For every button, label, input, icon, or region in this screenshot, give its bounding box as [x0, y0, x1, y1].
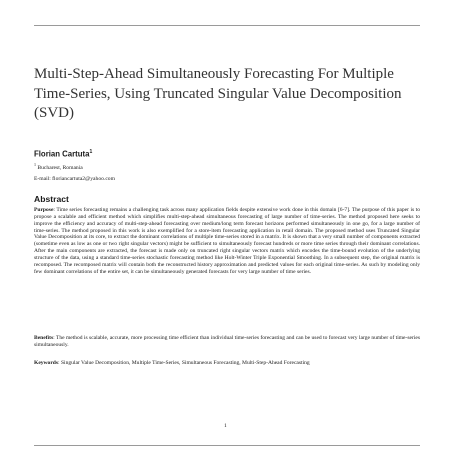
affiliation [34, 162, 83, 171]
benefits-text: : The method is scalable, accurate, more processing time efficient than individual time-series forecasting and can be used to forecast very large number of time-series simultaneously. [34, 335, 420, 348]
affiliation-text: Bucharest, Romania [36, 164, 83, 171]
author-name-text: Florian Cartuta [34, 149, 90, 159]
keywords-text: : Singular Value Decomposition, Multiple Time-Series, Simultaneous Forecasting, Multi-Step-Ahead Forecasting [58, 360, 310, 366]
top-rule [34, 25, 420, 26]
purpose-paragraph [34, 207, 420, 275]
benefits-label: Benefits [34, 335, 54, 341]
affiliation-superscript: 1 [34, 162, 36, 167]
bottom-rule [34, 445, 420, 446]
author-name [34, 149, 92, 159]
purpose-label: Purpose [34, 207, 54, 213]
author-email: E-mail: floriancartuta2@yahoo.com [34, 176, 115, 182]
keywords-paragraph [34, 360, 420, 367]
purpose-text: : Time series forecasting remains a challenging task across many application fields despite extensive work done in this domain [6-7]. The purpose of this paper is to propose a scalable and efficient method which simplifies multi-step-ahead simultaneous forecasting of large number of time-series. The method proposed here seeks to improve the efficiency and accuracy of multi-step-ahead forecasting over medium/long term forecast horizons performed simultaneously in one go, for a large number of time-series. The method proposed in this work is also exemplified for a store-item forecasting application in retail domain. The proposed method uses Truncated Singular Value Decomposition at its core, to extract the dominant correlations of multiple time-series stored in a matrix. It is shown that a very small number of components extracted (sometime even as low as one or two right singular vectors) might be sufficient to simultaneously forecast hundreds or more time series through their dominant correlations. After the main components are extracted, the forecast is made only on truncated right singular vectors matrix which encodes the time-bound evolution of the underlying structure of the data, using a standard time-series stochastic forecasting method like Holt-Winter Triple Exponential Smoothing. In a subsequent step, the original matrix is recomposed. The recomposed matrix will contain both the reconstructed history approximation and predicted values for each original time-series. As such by modeling only few dominant correlations of the entire set, it can be simultaneously generated forecasts for very large number of time series. [34, 207, 420, 275]
paper-title: Multi-Step-Ahead Simultaneously Forecasting For Multiple Time-Series, Using Truncated Singular Value Decomposition (SVD) [34, 66, 402, 121]
abstract-heading: Abstract [34, 194, 69, 204]
benefits-paragraph [34, 335, 420, 349]
keywords-label: Keywords [34, 360, 59, 366]
author-superscript: 1 [89, 149, 93, 155]
page-number: 1 [224, 423, 227, 429]
